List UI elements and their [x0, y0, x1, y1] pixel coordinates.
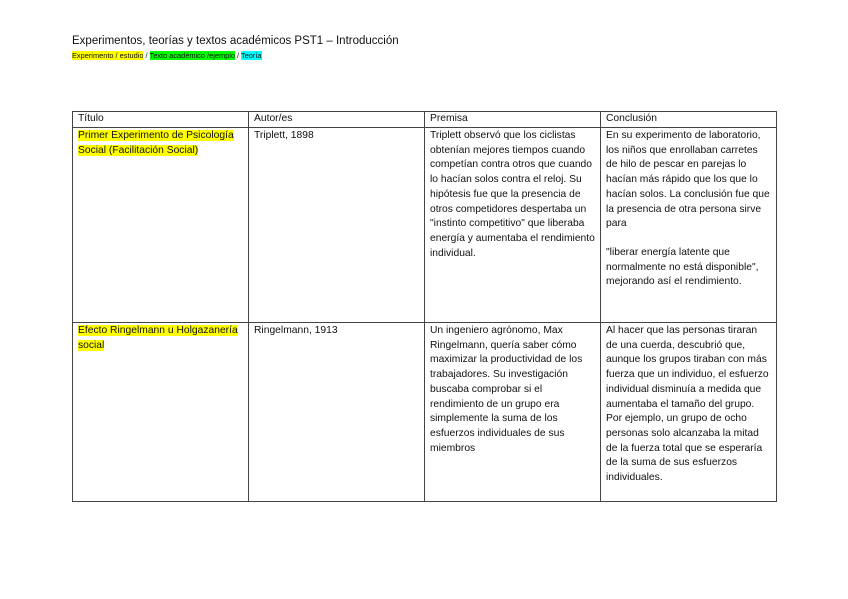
- document-title: Experimentos, teorías y textos académicos PST1 – Introducción: [72, 35, 399, 47]
- titulo-text: Primer Experimento de Psicología Social (Facilitación Social): [78, 130, 234, 156]
- legend-separator-2: /: [234, 51, 241, 60]
- cell-autores: Triplett, 1898: [249, 128, 425, 323]
- header-titulo: Título: [73, 112, 249, 128]
- table-row: [73, 128, 777, 323]
- cell-premisa: Un ingeniero agrónomo, Max Ringelmann, quería saber cómo maximizar la productividad de los trabajadores. Su investigación buscaba comprobar si el rendimiento de un grupo era simplemente la suma de los esfuerzos individuales de sus miembros: [425, 323, 601, 502]
- cell-titulo: [73, 323, 249, 502]
- header-autores: Autor/es: [249, 112, 425, 128]
- cell-conclusion: [601, 128, 777, 323]
- header-conclusion: Conclusión: [601, 112, 777, 128]
- legend-teoria: Teoría: [241, 51, 262, 60]
- cell-titulo: [73, 128, 249, 323]
- header-premisa: Premisa: [425, 112, 601, 128]
- table-row: [73, 323, 777, 502]
- cell-conclusion: Al hacer que las personas tiraran de una cuerda, descubrió que, aunque los grupos tiraban con más fuerza que un individuo, el esfuerzo individual disminuía a medida que aumentaba el tamaño del grupo. Por ejemplo, un grupo de ocho personas solo alcanzaba la mitad de la fuerza total que se esperaría de la suma de sus esfuerzos individuales.: [601, 323, 777, 502]
- legend-texto-academico: Texto académico /ejemplo: [149, 51, 235, 60]
- table-header-row: [73, 112, 777, 128]
- titulo-text: Efecto Ringelmann u Holgazanería social: [78, 325, 238, 351]
- conclusion-paragraph-2: "liberar energía latente que normalmente no está disponible", mejorando así el rendimiento.: [606, 246, 759, 288]
- paragraph-gap: [606, 232, 771, 246]
- legend-experimento: Experimento / estudio: [72, 51, 144, 60]
- experiments-table: [72, 111, 777, 502]
- legend-separator-1: /: [143, 51, 150, 60]
- cell-autores: Ringelmann, 1913: [249, 323, 425, 502]
- cell-premisa: Triplett observó que los ciclistas obtenían mejores tiempos cuando competían contra otros que cuando lo hacían solos contra el reloj. Su hipótesis fue que la presencia de otros competidores despertaba un "instinto competitivo" que liberaba energía y aumentaba el rendimiento individual.: [425, 128, 601, 323]
- color-legend: [72, 51, 262, 60]
- conclusion-paragraph-1: En su experimento de laboratorio, los niños que enrollaban carretes de hilo de pescar en parejas lo hacían más rápido que los que lo hacían solos. La conclusión fue que la presencia de otra persona sirve para: [606, 130, 770, 230]
